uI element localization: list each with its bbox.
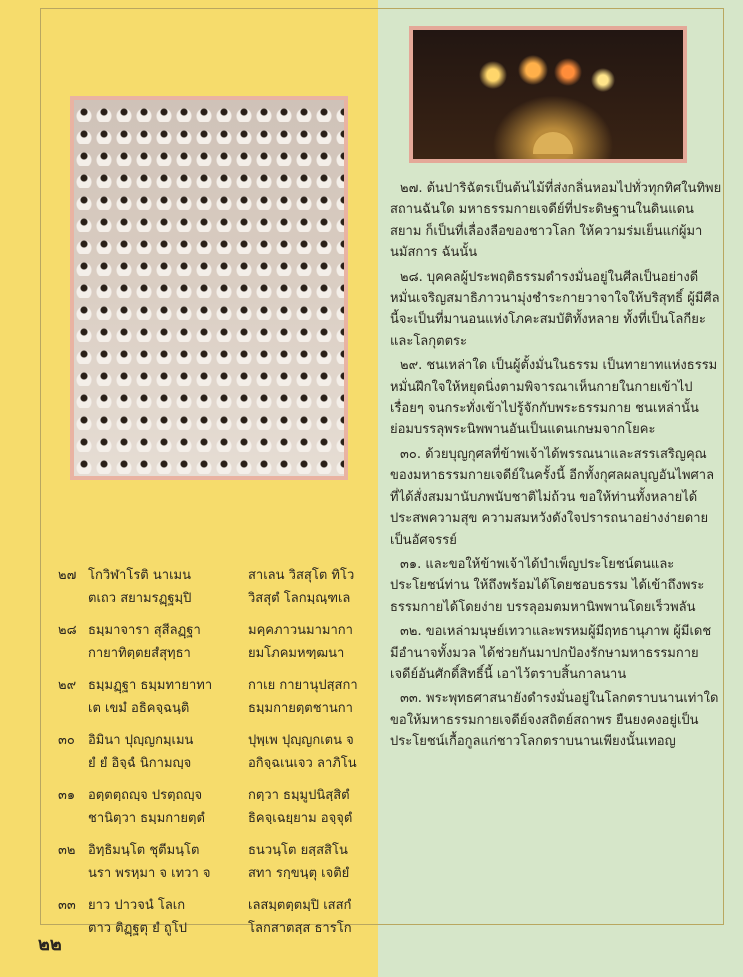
pali-verses — [58, 564, 358, 949]
verse-29 — [58, 674, 358, 720]
verse-line-b1: ธนวนฺโต ยสฺสสิโน — [248, 843, 348, 858]
verse-line-b1: ปุพฺเพ ปุญฺญกเตน จ — [248, 733, 354, 748]
verse-number: ๒๙ — [58, 678, 77, 693]
verse-27 — [58, 564, 358, 610]
fireworks-photo — [409, 26, 687, 163]
verse-line-a2: ตาว ติฏฺฐตุ ยํ ถูโป — [88, 921, 187, 936]
paragraph-32: ๓๒. ขอเหล่ามนุษย์เทวาและพรหมผู้มีฤทธานุภาพ ผู้มีเดช มีอำนาจทั้งมวล ได้ช่วยกันมาปกป้องรักษามหาธรรมกายเจดีย์อันศักดิ์สิทธิ์นี้ เอาไว้ตราบสิ้นกาลนาน — [390, 624, 712, 682]
thai-text-column — [390, 178, 722, 756]
paragraph-30: ๓๐. ด้วยบุญกุศลที่ข้าพเจ้าได้พรรณนาและสรรเสริญคุณของมหาธรรมกายเจดีย์ในครั้งนี้ อีกทั้งกุศลผลบุญอันไพศาลที่ได้สั่งสมมานับภพนับชาติไม่ถ้วน ขอให้ท่านทั้งหลายได้ประสพความสุข ความสมหวังดังใจปรารถนาอย่างง่ายดายเป็นอัศจรรย์ — [390, 446, 715, 548]
verse-number: ๓๑ — [58, 788, 76, 803]
verse-line-b2: อกิจฺฉเนเจว ลาภิโน — [248, 756, 357, 771]
page-number: ๒๒ — [38, 934, 62, 955]
verse-line-a1: อตฺตตฺถญฺจ ปรตฺถญฺจ — [88, 788, 203, 803]
verse-number: ๓๒ — [58, 843, 76, 858]
verse-line-b2: โลกสาตสฺส ธารโก — [248, 921, 352, 936]
paragraph-31: ๓๑. และขอให้ข้าพเจ้าได้บำเพ็ญประโยชน์ตนและประโยชน์ท่าน ให้ถึงพร้อมได้โดยชอบธรรม ได้เข้าถึงพระธรรมกายได้โดยง่าย บรรลุอมตมหานิพพานโดยเร็วพลัน — [390, 556, 705, 615]
verse-line-a1: อิมินา ปุญฺญกมฺเมน — [88, 733, 194, 748]
verse-line-b2: ยมโภคมหฑฺฒนา — [248, 646, 345, 661]
verse-line-a2: ยํ ยํ อิจฺฉํ นิกามญฺจ — [88, 756, 192, 771]
verse-line-b1: เลสมฺตตฺตมฺปิ เสสกํ — [248, 898, 352, 913]
verse-line-b2: ธิคจฺเฉยฺยาม อจฺจุตํ — [248, 811, 353, 826]
verse-number: ๓๐ — [58, 733, 75, 748]
verse-number: ๓๓ — [58, 898, 76, 913]
verse-line-a2: ตเถว สยามรฏฺฐมฺปิ — [88, 591, 192, 606]
verse-30 — [58, 729, 358, 775]
chedi-dome — [533, 132, 573, 154]
verse-28 — [58, 619, 358, 665]
paragraph-29: ๒๙. ชนเหล่าใด เป็นผู้ตั้งมั่นในธรรม เป็นทายาทแห่งธรรม หมั่นฝึกใจให้หยุดนิ่งตามพิจารณาเห็นกายในกายเข้าไปเรื่อยๆ จนกระทั่งเข้าไปรู้จักกับพระธรรมกาย ชนเหล่านั้นย่อมบรรลุพระนิพพานอันเป็นแดนเกษมจากโยคะ — [390, 358, 718, 438]
verse-31 — [58, 784, 358, 830]
verse-line-a1: ยาว ปาวจนํ โลเก — [88, 898, 186, 913]
verse-line-a1: ธมฺมาจารา สุสีลฏฺฐา — [88, 623, 201, 638]
verse-33 — [58, 894, 358, 940]
verse-number: ๒๘ — [58, 623, 77, 638]
paragraph-27: ๒๗. ต้นปาริฉัตรเป็นต้นไม้ที่ส่งกลิ่นหอมไปทั่วทุกทิศในทิพยสถานฉันใด มหาธรรมกายเจดีย์ที่ประดิษฐานในดินแดนสยาม ก็เป็นที่เลื่องลือของชาวโลก ให้ความร่มเย็นแก่ผู้มานมัสการ ฉันนั้น — [390, 181, 722, 261]
verse-line-a1: อิทฺธิมนฺโต ชุตีมนฺโต — [88, 843, 200, 858]
verse-line-a2: นรา พรหฺมา จ เทวา จ — [88, 866, 211, 881]
verse-line-a2: เต เขมํ อธิคจฺฉนฺติ — [88, 701, 190, 716]
verse-line-b1: กาเย กายานุปสฺสกา — [248, 678, 358, 693]
verse-line-a1: ธมฺมฏฺฐา ธมฺมทายาทา — [88, 678, 213, 693]
paragraph-33: ๓๓. พระพุทธศาสนายังดำรงมั่นอยู่ในโลกตราบนานเท่าใด ขอให้มหาธรรมกายเจดีย์จงสถิตย์สถาพร ยืนยงคงอยู่เป็นประโยชน์เกื้อกูลแก่ชาวโลกตราบนานเพียงนั้นเทอญ — [390, 691, 719, 750]
verse-line-b1: มคฺคภาวนมามากา — [248, 623, 353, 638]
verse-32 — [58, 839, 358, 885]
verse-line-b2: สทา รกฺขนฺตุ เจติยํ — [248, 866, 350, 881]
verse-line-a2: ชานิตฺวา ธมฺมกายตฺตํ — [88, 811, 205, 826]
verse-line-b2: ธมฺมกายตฺตชานกา — [248, 701, 353, 716]
verse-line-b1: กตฺวา ธมฺมูปนิสฺสิตํ — [248, 788, 350, 803]
verse-line-a1: โกวิฬาโรติ นาเมน — [88, 568, 191, 583]
verse-line-b1: สาเลน วิสสุโต ทิโว — [248, 568, 355, 583]
paragraph-28: ๒๘. บุคคลผู้ประพฤติธรรมดำรงมั่นอยู่ในศีลเป็นอย่างดี หมั่นเจริญสมาธิภาวนามุ่งชำระกายวาจาใจให้บริสุทธิ์ ผู้มีศีลนี้จะเป็นที่มานอนแห่งโภคะสมบัติทั้งหลาย ทั้งที่เป็นโลกียะและโลกุตตระ — [390, 269, 720, 349]
crowd-photo — [70, 96, 348, 480]
verse-line-a2: กายาทิตฺตยสํสุทฺธา — [88, 646, 191, 661]
verse-line-b2: วิสสุตํ โลกมฺณฺฑเล — [248, 591, 351, 606]
verse-number: ๒๗ — [58, 568, 77, 583]
